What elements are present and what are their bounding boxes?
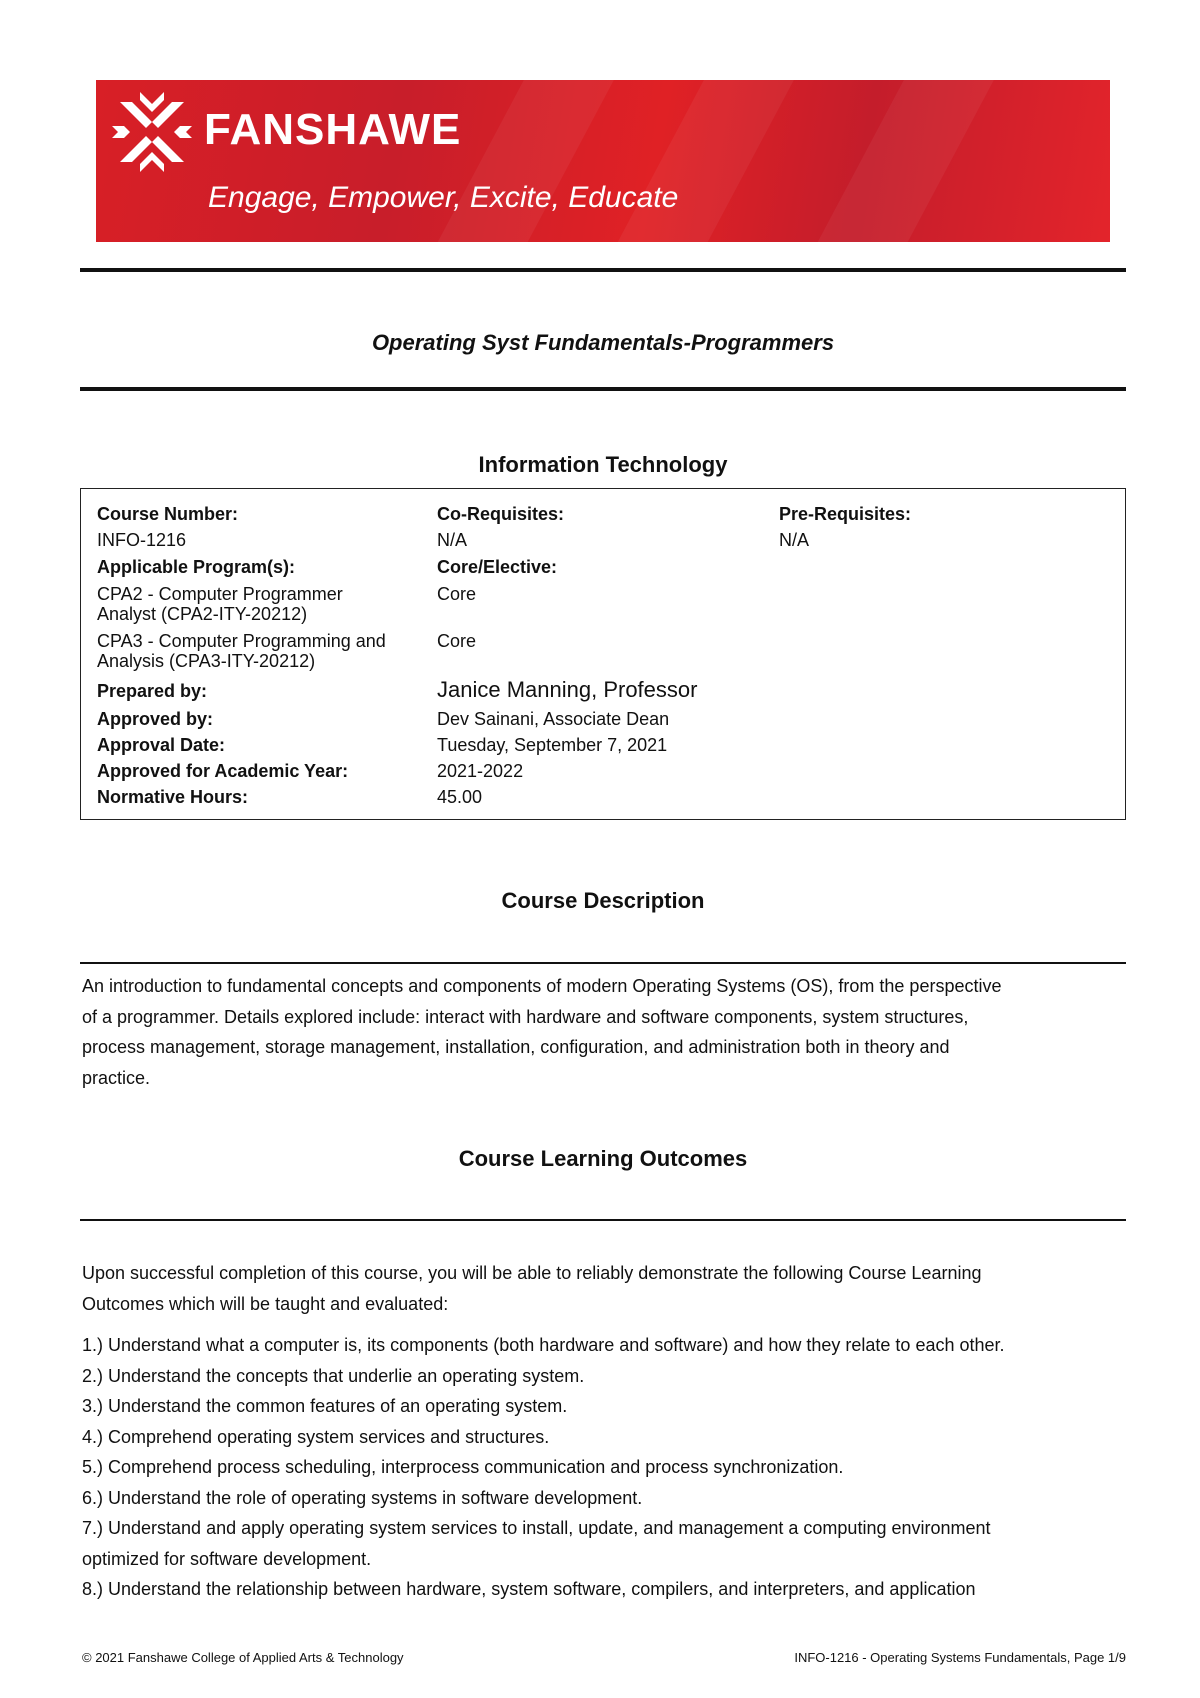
core-elective-label: Core/Elective: <box>437 557 558 577</box>
program-name: CPA2 - Computer Programmer Analyst (CPA2-ITY-20212) <box>97 584 343 624</box>
list-item: 5.) Comprehend process scheduling, interprocess communication and process synchronization. <box>82 1457 844 1477</box>
course-info-table <box>80 488 1126 820</box>
footer-copyright: © 2021 Fanshawe College of Applied Arts & Technology <box>82 1650 404 1665</box>
header-banner <box>96 80 1110 242</box>
approval-date-label: Approval Date: <box>97 735 226 755</box>
approval-date-value: Tuesday, September 7, 2021 <box>437 735 668 755</box>
program-name: CPA3 - Computer Programming and Analysis (CPA3-ITY-20212) <box>97 631 386 671</box>
programs-label: Applicable Program(s): <box>97 557 296 577</box>
list-item: 8.) Understand the relationship between hardware, system software, compilers, and interpreters, and application <box>82 1579 976 1599</box>
prepared-by-value: Janice Manning, Professor <box>437 677 698 702</box>
normative-hours-value: 45.00 <box>437 787 483 807</box>
course-title: Operating Syst Fundamentals-Programmers <box>371 330 835 355</box>
list-item: 3.) Understand the common features of an operating system. <box>82 1396 568 1416</box>
pre-requisites-label: Pre-Requisites: <box>779 504 912 524</box>
divider <box>80 962 1126 964</box>
pre-requisites-value: N/A <box>779 530 810 550</box>
list-item: optimized for software development. <box>82 1548 372 1569</box>
course-number-value: INFO-1216 <box>97 530 187 550</box>
list-item: 1.) Understand what a computer is, its components (both hardware and software) and how they relate to each other. <box>82 1335 1005 1355</box>
co-requisites-label: Co-Requisites: <box>437 504 565 524</box>
department-heading: Information Technology <box>478 452 728 477</box>
program-type: Core <box>437 631 477 651</box>
prepared-by-label: Prepared by: <box>97 681 208 701</box>
program-type: Core <box>437 584 477 604</box>
brand-name: FANSHAWE <box>204 105 462 154</box>
learning-outcomes-heading: Course Learning Outcomes <box>458 1146 748 1171</box>
divider <box>80 387 1126 391</box>
academic-year-label: Approved for Academic Year: <box>97 761 349 781</box>
normative-hours-label: Normative Hours: <box>97 787 249 807</box>
divider <box>80 1219 1126 1221</box>
list-item: 4.) Comprehend operating system services and structures. <box>82 1426 550 1447</box>
footer-page-info: INFO-1216 - Operating Systems Fundamentals, Page 1/9 <box>794 1650 1126 1665</box>
list-item: 2.) Understand the concepts that underlie an operating system. <box>82 1365 585 1386</box>
course-description-text: An introduction to fundamental concepts and components of modern Operating Systems (OS), from the perspective of a programmer. Details explored include: interact with hardware and software components, system structures, process management, storage management, installation, configuration, and administration both in theory and practice. <box>82 976 1002 1088</box>
academic-year-value: 2021-2022 <box>437 761 524 781</box>
course-description-heading: Course Description <box>501 888 705 913</box>
fanshawe-logo-icon <box>110 90 194 174</box>
course-number-label: Course Number: <box>97 504 239 524</box>
approved-by-value: Dev Sainani, Associate Dean <box>437 709 670 729</box>
tagline: Engage, Empower, Excite, Educate <box>208 181 679 214</box>
outcomes-intro: Upon successful completion of this course, you will be able to reliably demonstrate the following Course Learning Outcomes which will be taught and evaluated: <box>82 1263 982 1314</box>
list-item: 6.) Understand the role of operating systems in software development. <box>82 1487 643 1508</box>
list-item: 7.) Understand and apply operating system services to install, update, and management a computing environment <box>82 1518 991 1538</box>
divider <box>80 268 1126 272</box>
learning-outcomes-list <box>82 1330 1128 1605</box>
approved-by-label: Approved by: <box>97 709 214 729</box>
co-requisites-value: N/A <box>437 530 468 550</box>
